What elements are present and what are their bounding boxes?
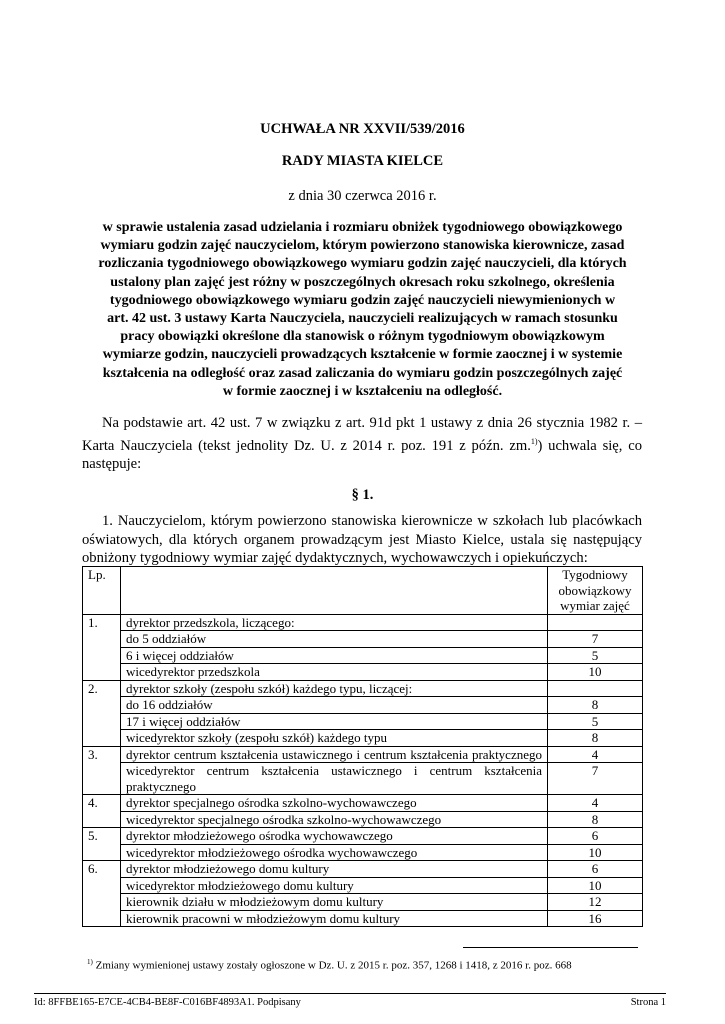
row-description: dyrektor centrum kształcenia ustawicznego i centrum kształcenia praktycznego <box>121 746 548 763</box>
council-name: RADY MIASTA KIELCE <box>281 153 444 169</box>
row-description: wicedyrektor młodzieżowego domu kultury <box>121 877 548 894</box>
document-id: Id: 8FFBE165-E7CE-4CB4-BE8F-C016BF4893A1. Podpisany <box>34 997 301 1008</box>
subject-line: wymiarze godzin, nauczycieli prowadzących kształcenie w formie zaocznej i w systemie <box>102 347 623 363</box>
table-row <box>83 763 643 795</box>
header-lp: Lp. <box>83 567 121 615</box>
row-weekly-hours: 7 <box>548 631 643 648</box>
table-row <box>83 614 643 631</box>
subject-line: pracy obowiązki określone dla stanowisk o różnym tygodniowym obowiązkowym <box>120 329 605 345</box>
table-row <box>83 795 643 812</box>
row-weekly-hours: 4 <box>548 795 643 812</box>
table-row <box>83 631 643 648</box>
footnote <box>87 958 572 972</box>
table-row <box>83 730 643 747</box>
row-weekly-hours: 5 <box>548 713 643 730</box>
table-row <box>83 877 643 894</box>
table-row <box>83 680 643 697</box>
row-weekly-hours: 10 <box>548 877 643 894</box>
table-row <box>83 811 643 828</box>
row-description: 6 i więcej oddziałów <box>121 647 548 664</box>
table-row <box>83 713 643 730</box>
header-weekly-hours: Tygodniowy obowiązkowy wymiar zajęć <box>548 567 643 615</box>
row-description: kierownik pracowni w młodzieżowym domu kultury <box>121 910 548 927</box>
row-description: dyrektor młodzieżowego ośrodka wychowawczego <box>121 828 548 845</box>
subject-line: tygodniowego obowiązkowego wymiaru godzin zajęć nauczycieli niewymienionych w <box>109 292 616 308</box>
row-weekly-hours: 10 <box>548 844 643 861</box>
reduction-table <box>82 566 643 927</box>
header-description <box>121 567 548 615</box>
row-weekly-hours: 8 <box>548 730 643 747</box>
row-description: wicedyrektor centrum kształcenia ustawicznego i centrum kształcenia praktycznego <box>121 763 548 795</box>
row-description: dyrektor młodzieżowego domu kultury <box>121 861 548 878</box>
row-weekly-hours: 16 <box>548 910 643 927</box>
row-weekly-hours: 6 <box>548 828 643 845</box>
row-description: wicedyrektor specjalnego ośrodka szkolno-wychowawczego <box>121 811 548 828</box>
row-description: dyrektor przedszkola, liczącego: <box>121 614 548 631</box>
row-lp: 4. <box>83 795 121 828</box>
row-description: 17 i więcej oddziałów <box>121 713 548 730</box>
subject-line: ustalony plan zajęć jest różny w poszczególnych okresach roku szkolnego, określenia <box>110 274 615 290</box>
table-row <box>83 861 643 878</box>
footnote-marker: 1) <box>87 958 93 966</box>
row-description: dyrektor specjalnego ośrodka szkolno-wychowawczego <box>121 795 548 812</box>
row-weekly-hours: 12 <box>548 894 643 911</box>
footnote-separator <box>463 947 638 948</box>
row-weekly-hours: 10 <box>548 664 643 681</box>
row-weekly-hours: 7 <box>548 763 643 795</box>
legal-basis-text-end: ) uchwala się, co następuje: <box>82 437 642 472</box>
row-weekly-hours: 4 <box>548 746 643 763</box>
table-row <box>83 894 643 911</box>
row-lp: 6. <box>83 861 121 927</box>
table-row <box>83 828 643 845</box>
row-description: wicedyrektor przedszkola <box>121 664 548 681</box>
row-lp: 5. <box>83 828 121 861</box>
row-description: do 16 oddziałów <box>121 697 548 714</box>
table-row <box>83 844 643 861</box>
table-row <box>83 910 643 927</box>
row-description: wicedyrektor szkoły (zespołu szkół) każdego typu <box>121 730 548 747</box>
row-weekly-hours: 8 <box>548 697 643 714</box>
page-number: Strona 1 <box>630 997 666 1008</box>
row-weekly-hours <box>548 680 643 697</box>
legal-basis-paragraph <box>82 414 642 473</box>
subject-line: wymiaru godzin zajęć nauczycielom, którym powierzono stanowiska kierownicze, zasad <box>100 238 625 254</box>
row-weekly-hours: 6 <box>548 861 643 878</box>
row-description: dyrektor szkoły (zespołu szkół) każdego typu, liczącej: <box>121 680 548 697</box>
subject-line: w sprawie ustalenia zasad udzielania i rozmiaru obniżek tygodniowego obowiązkowego <box>102 220 623 235</box>
row-description: wicedyrektor młodzieżowego ośrodka wychowawczego <box>121 844 548 861</box>
footnote-text: Zmiany wymienionej ustawy zostały ogłoszone w Dz. U. z 2015 r. poz. 357, 1268 i 1418, z 2016 r. poz. 668 <box>92 959 572 972</box>
table-row <box>83 746 643 763</box>
subject-line: kształcenia na odległość oraz zasad zaliczania do wymiaru godzin poszczególnych zajęć <box>102 365 623 381</box>
row-lp: 3. <box>83 746 121 795</box>
table-row <box>83 697 643 714</box>
section-paragraph <box>82 512 642 568</box>
row-lp: 2. <box>83 680 121 746</box>
section-paragraph-text: 1. Nauczycielom, którym powierzono stanowiska kierownicze w szkołach lub placówkach oświatowych, dla których organem prowadzącym jest Miasto Kielce, ustala się następujący obniżony tygodniowy wymiar zajęć dydaktycznych, wychowawczych i opiekuńczych: <box>82 513 642 566</box>
resolution-title: UCHWAŁA NR XXVII/539/2016 <box>260 121 465 137</box>
resolution-subject <box>82 219 643 401</box>
table-row <box>83 647 643 664</box>
table-row <box>83 664 643 681</box>
subject-line: art. 42 ust. 3 ustawy Karta Nauczyciela, nauczycieli realizujących w ramach stosunku <box>107 311 618 327</box>
subject-line: w formie zaocznej i w kształceniu na odległość. <box>222 383 503 399</box>
row-weekly-hours: 8 <box>548 811 643 828</box>
row-description: do 5 oddziałów <box>121 631 548 648</box>
row-weekly-hours <box>548 614 643 631</box>
footnote-reference: 1) <box>530 436 538 446</box>
section-symbol: § 1. <box>351 487 374 503</box>
subject-line: rozliczania tygodniowego obowiązkowego wymiaru godzin zajęć nauczycieli, dla których <box>98 256 627 272</box>
table-header-row <box>83 567 643 615</box>
footer-separator <box>34 993 666 994</box>
resolution-date: z dnia 30 czerwca 2016 r. <box>288 188 437 204</box>
row-weekly-hours: 5 <box>548 647 643 664</box>
row-lp: 1. <box>83 614 121 680</box>
row-description: kierownik działu w młodzieżowym domu kultury <box>121 894 548 911</box>
legal-basis-text: Na podstawie art. 42 ust. 7 w związku z art. 91d pkt 1 ustawy z dnia 26 stycznia 1982 r. – Karta Nauczyciela (tekst jednolity Dz. U. z 2014 r. poz. 191 z późn. zm. <box>82 415 642 454</box>
